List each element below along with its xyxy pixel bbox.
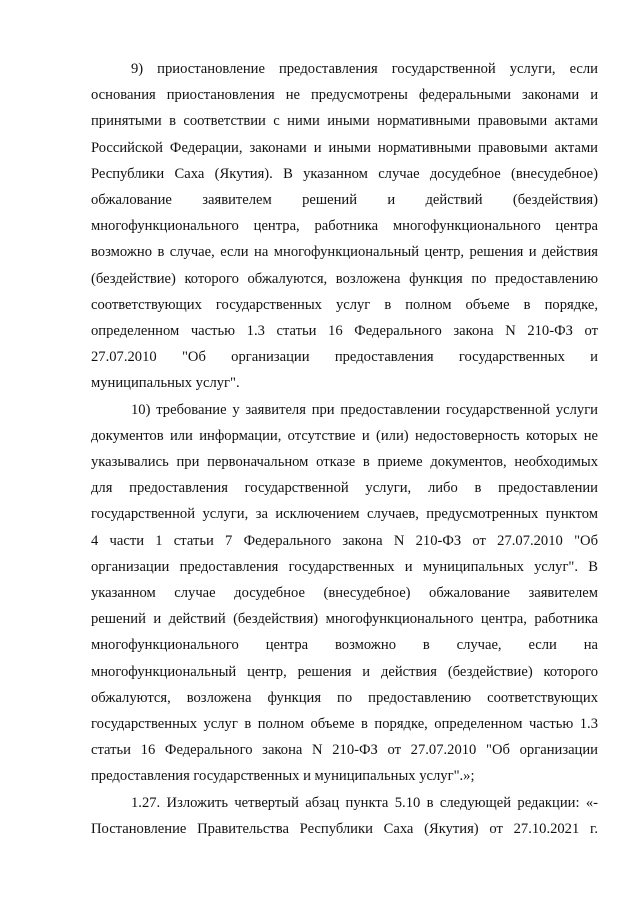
paragraph-item-1-27 — [91, 790, 598, 842]
text-line: статьи 16 Федерального закона N 210-ФЗ от 27.07.2010 "Об организации — [91, 742, 598, 759]
text-line: 9) приостановление предоставления государственной услуги, если — [131, 61, 598, 77]
text-line: Республики Саха (Якутия). В указанном случае досудебное (внесудебное) — [91, 165, 598, 182]
text-line: многофункциональный центр, решения и действия (бездействие) которого — [91, 663, 598, 680]
text-line: указанном случае досудебное (внесудебное) обжалование заявителем — [91, 585, 598, 602]
text-line: решений и действий (бездействия) многофункционального центра, работника — [91, 611, 598, 628]
text-line: государственной услуги, за исключением случаев, предусмотренных пунктом — [91, 506, 598, 523]
text-line: муниципальных услуг". — [91, 375, 240, 392]
text-line: обжалование заявителем решений и действий (бездействия) — [91, 192, 598, 209]
text-line: для предоставления государственной услуги, либо в предоставлении — [91, 480, 598, 497]
paragraph-item-10 — [91, 397, 598, 790]
text-line: документов или информации, отсутствие и (или) недостоверность которых не — [91, 427, 598, 444]
text-line: предоставления государственных и муниципальных услуг".»; — [91, 768, 475, 785]
text-line: 27.07.2010 "Об организации предоставления государственных и — [91, 349, 598, 366]
text-line: обжалуются, возложена функция по предоставлению соответствующих — [91, 689, 598, 706]
text-line: 4 части 1 статьи 7 Федерального закона N 210-ФЗ от 27.07.2010 "Об — [91, 532, 598, 549]
text-line: государственных услуг в полном объеме в порядке, определенном частью 1.3 — [91, 716, 598, 733]
text-line: организации предоставления государственных и муниципальных услуг". В — [91, 558, 598, 575]
text-line: 1.27. Изложить четвертый абзац пункта 5.10 в следующей редакции: «- — [131, 794, 598, 811]
text-line: указывались при первоначальном отказе в приеме документов, необходимых — [91, 454, 598, 471]
text-line: соответствующих государственных услуг в полном объеме в порядке, — [91, 296, 598, 313]
text-line: Постановление Правительства Республики Саха (Якутия) от 27.10.2021 г. — [91, 820, 598, 837]
text-line: Российской Федерации, законами и иными нормативными правовыми актами — [91, 139, 598, 156]
document-page — [91, 56, 598, 842]
text-line: многофункционального центра, работника многофункционального центра — [91, 218, 598, 235]
paragraph-item-9 — [91, 56, 598, 397]
text-line: 10) требование у заявителя при предоставлении государственной услуги — [131, 401, 598, 418]
text-line: возможно в случае, если на многофункциональный центр, решения и действия — [91, 244, 598, 261]
text-line: определенном частью 1.3 статьи 16 Федерального закона N 210-ФЗ от — [91, 323, 598, 340]
text-line: основания приостановления не предусмотрены федеральными законами и — [91, 87, 598, 104]
text-line: многофункционального центра возможно в случае, если на — [91, 637, 598, 654]
text-line: (бездействие) которого обжалуются, возложена функция по предоставлению — [91, 270, 598, 287]
text-line: принятыми в соответствии с ними иными нормативными правовыми актами — [91, 113, 598, 130]
